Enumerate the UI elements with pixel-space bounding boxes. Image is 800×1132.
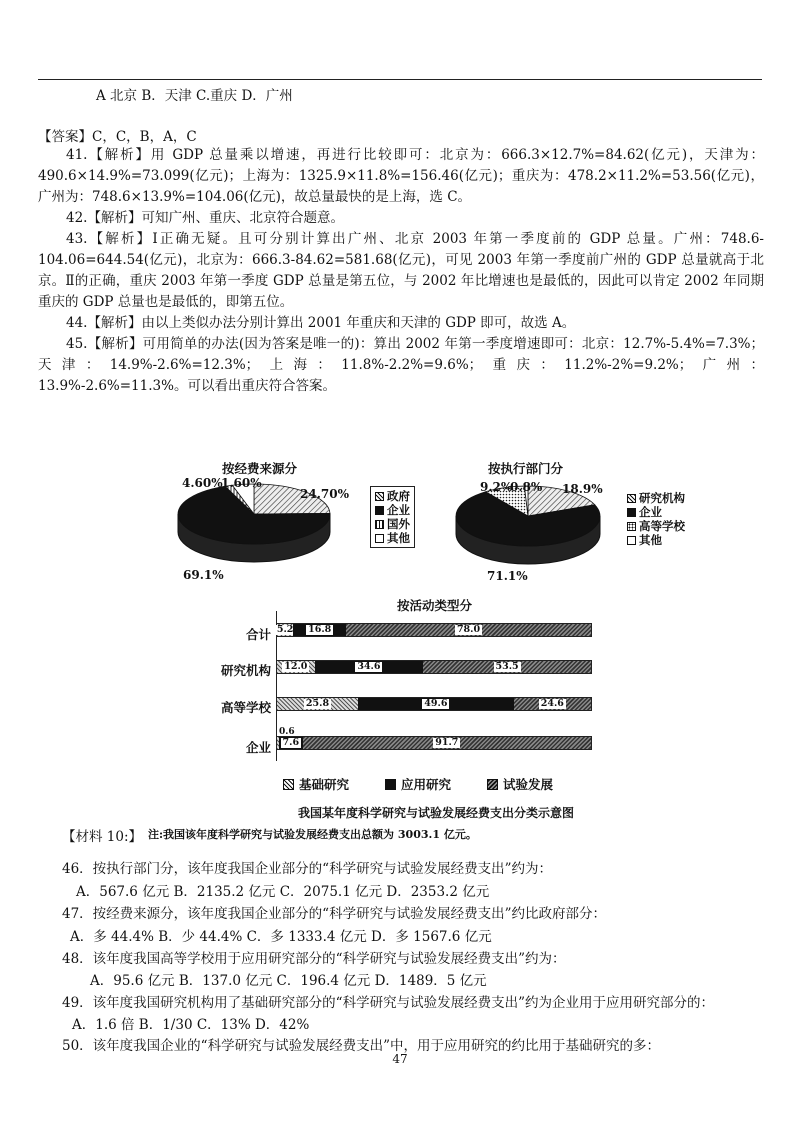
legend-swatch-black-icon [385, 779, 396, 790]
bar-value-label: 25.8 [305, 698, 330, 709]
pie2-label-university: 9.2% [480, 480, 513, 494]
question-46: 46．按执行部门分，该年度我国企业部分的“科学研究与试验发展经费支出”约为： [62, 861, 552, 877]
bar-value-label: 53.5 [495, 661, 519, 672]
bar-row-0 [276, 623, 592, 637]
pie2-legend: 研究机构 企业 高等学校 其他 [627, 491, 685, 547]
question-48: 48．该年度我国高等学校用于应用研究部分的“科学研究与试验发展经费支出”约为： [62, 951, 566, 967]
question-50: 50．该年度我国企业的“科学研究与试验发展经费支出”中，用于应用研究的约比用于基础研究的多： [62, 1038, 660, 1054]
legend-swatch-dots-icon [627, 522, 636, 531]
figure-note: 注:我国该年度科学研究与试验发展经费支出总额为 3003.1 亿元。 [148, 828, 477, 841]
question-46-options: A．567.6 亿元 B．2135.2 亿元 C．2075.1 亿元 D．2353.2 亿元 [76, 884, 490, 900]
answer-line: 【答案】C，C，B，A，C [38, 129, 197, 145]
bar-chart-title: 按活动类型分 [397, 598, 473, 613]
question-47-options: A．多 44.4% B．少 44.4% C．多 1333.4 亿元 D．多 1567.6 亿元 [70, 929, 492, 945]
bar-value-label: 24.6 [540, 698, 564, 709]
question-49: 49．该年度我国研究机构用了基础研究部分的“科学研究与试验发展经费支出”约为企业用于应用研究部分的： [62, 995, 714, 1011]
bar-segment-dev [303, 737, 591, 749]
pie1-label-enterprise: 69.1% [183, 568, 224, 582]
question-48-options: A．95.6 亿元 B．137.0 亿元 C．196.4 亿元 D．1489．5 亿元 [90, 973, 487, 989]
bar-value-label: 34.6 [357, 661, 381, 672]
bar-chart-legend: 基础研究 应用研究 试验发展 [283, 775, 553, 793]
legend-swatch-hatch-icon [627, 494, 636, 503]
bar-value-label: 49.6 [424, 698, 448, 709]
pie1-title: 按经费来源分 [222, 461, 298, 476]
bar-segment-dev [346, 624, 591, 636]
bar-category-total: 合计 [245, 627, 271, 642]
legend-swatch-black-icon [375, 506, 384, 515]
bar-value-label: 16.8 [308, 624, 332, 635]
legend-swatch-black-icon [627, 508, 636, 517]
top-rule [38, 79, 762, 80]
explanation-41: 41.【解析】用 GDP 总量乘以增速，再进行比较即可：北京为：666.3×12.7%=84.62(亿元)，天津为：490.6×14.9%=73.099(亿元)；上海为：1325.9×11.8%=156.46(亿元)；重庆为：478.2×11.2%=53.56(亿元)，广州为：748.6×13.9%=104.06(亿元)，故总量最快的是上海，选 C。 [38, 147, 764, 205]
bar-row-2 [276, 697, 592, 711]
legend-swatch-hatch-icon [375, 492, 384, 501]
bar-segment-basic [277, 661, 315, 673]
pie1-label-other: 4.60% [182, 476, 223, 490]
bar-value-label: 91.7 [435, 737, 459, 748]
explanation-44: 44.【解析】由以上类似办法分别计算出 2001 年重庆和天津的 GDP 即可，故选 A。 [66, 315, 576, 331]
figure-caption: 我国某年度科学研究与试验发展经费支出分类示意图 [298, 806, 575, 820]
bar-segment-applied [358, 698, 514, 710]
pie2-label-enterprise: 71.1% [487, 569, 528, 583]
bar-segment-dev [423, 661, 591, 673]
bar-row-1 [276, 660, 592, 674]
material-label: 【材料 10:】 [62, 829, 143, 845]
pie1-legend: 政府 企业 国外 其他 [370, 486, 415, 548]
question-47: 47．按经费来源分，该年度我国企业部分的“科学研究与试验发展经费支出”约比政府部分： [62, 906, 606, 922]
explanation-43: 43.【解析】Ⅰ正确无疑。且可分别计算出广州、北京 2003 年第一季度前的 GDP 总量。广州：748.6-104.06=644.54(亿元)，北京为：666.3-84.62=581.68(亿元)，可见 2003 年第一季度前广州的 GDP 总量就高于北京。Ⅱ的正确，重庆 2003 年第一季度 GDP 总量是第五位，与 2002 年比增速也是最低的，因此可以肯定 2002 年同期重庆的 GDP 总量也是最低的，即第五位。 [38, 231, 764, 310]
pie2-label-research: 18.9% [562, 482, 603, 496]
bar-value-label: 7.6 [282, 737, 300, 748]
bar-segment-applied [315, 661, 424, 673]
bar-segment-basic [277, 624, 293, 636]
pie2-title: 按执行部门分 [488, 461, 564, 476]
explanation-42: 42.【解析】可知广州、重庆、北京符合题意。 [66, 210, 344, 226]
legend-swatch-dark-hatch-icon [487, 779, 498, 790]
top-options: A 北京 B．天津 C.重庆 D．广州 [96, 88, 293, 104]
legend-swatch-hatch-icon [283, 779, 294, 790]
bar-segment-dev [514, 698, 591, 710]
bar-value-label: 5.2 [276, 624, 294, 635]
legend-swatch-stripe-icon [375, 520, 384, 529]
pie2-label-other: 0.8% [510, 480, 543, 494]
bar-segment-applied [293, 624, 346, 636]
pie1-label-foreign: 1.60% [221, 476, 262, 490]
page-number: 47 [392, 1052, 408, 1066]
bar-segment-applied [279, 737, 303, 749]
bar-category-research: 研究机构 [220, 663, 271, 678]
bar-category-enterprise: 企业 [245, 740, 271, 755]
bar-row-3 [276, 736, 592, 750]
explanation-45: 45.【解析】可用简单的办法(因为答案是唯一的)：算出 2002 年第一季度增速即可：北京：12.7%-5.4%=7.3%；天津：14.9%-2.6%=12.3%；上海：11.8%-2.2%=9.6%；重庆：11.2%-2%=9.2%；广州：13.9%-2.6%=11.3%。可以看出重庆符合答案。 [38, 336, 764, 394]
bar-value-label: 12.0 [284, 661, 308, 672]
legend-swatch-white-icon [627, 536, 636, 545]
question-49-options: A．1.6 倍 B．1/30 C．13% D．42% [72, 1017, 310, 1033]
legend-swatch-white-icon [375, 534, 384, 543]
bar-value-label: 78.0 [456, 624, 481, 635]
bar-category-university: 高等学校 [220, 700, 271, 715]
pie1-label-government: 24.70% [300, 487, 349, 501]
bar-segment-basic [277, 698, 358, 710]
bar-enterprise-basic-label: 0.6 [279, 727, 295, 737]
